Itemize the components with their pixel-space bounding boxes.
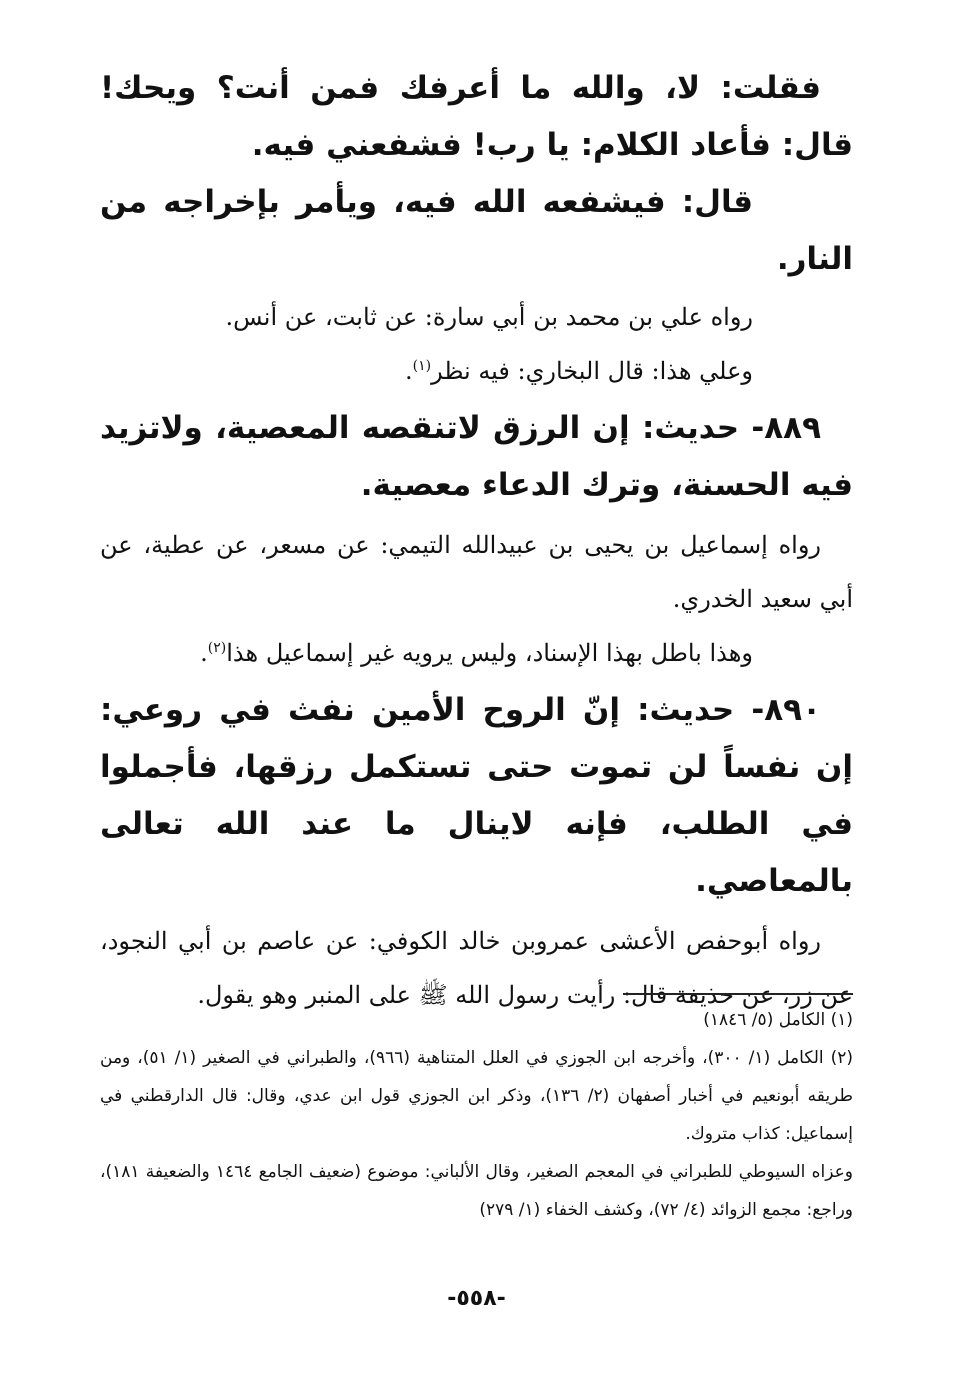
footnote-divider (623, 993, 853, 995)
paragraph-intercession: قال: فيشفعه الله فيه، ويأمر بإخراجه من النار. (100, 184, 853, 277)
paragraph-bukhari-note (100, 344, 853, 398)
footnote-ref-1[interactable]: (١) (412, 358, 432, 374)
footnote-1: (١) الكامل (٥/ ١٨٤٦) (703, 1010, 853, 1030)
hadith-890: ٨٩٠- حديث: إنّ الروح الأمين نفث في روعي: إن نفساً لن تموت حتى تستكمل رزقها، فأجملوا في الطلب، فإنه لاينال ما عند الله تعالى بالمعاصي. (100, 692, 853, 899)
paragraph-isnad-note (100, 626, 853, 680)
footnote-ref-2[interactable]: (٢) (207, 640, 227, 656)
isnad-note-text: وهذا باطل بهذا الإسناد، وليس يرويه غير إسماعيل هذا (226, 639, 753, 667)
isnad-note-end: . (200, 639, 208, 667)
paragraph-dialogue: فقلت: لا، والله ما أعرفك فمن أنت؟ ويحك! قال: فأعاد الكلام: يا رب! فشفعني فيه. (100, 70, 853, 163)
paragraph-narration-1: رواه علي بن محمد بن أبي سارة: عن ثابت، عن أنس. (225, 303, 753, 331)
footnote-2: (٢) الكامل (١/ ٣٠٠)، وأخرجه ابن الجوزي في العلل المتناهية (٩٦٦)، والطبراني في الصغير (١/ ٥١)، ومن طريقه أبونعيم في أخبار أصفهان (٢/ ١٣٦)، وذكر ابن الجوزي قول ابن عدي، وقال: قال الدارقطني في إسماعيل: كذاب متروك. (100, 1048, 854, 1144)
paragraph-narration-3: رواه أبوحفص الأعشى عمروبن خالد الكوفي: عن عاصم بن أبي النجود، عن زر، عن حذيفة قال: رأيت رسول الله ﷺ على المنبر وهو يقول. (100, 927, 853, 1009)
bukhari-note-text: وعلي هذا: قال البخاري: فيه نظر (431, 357, 753, 385)
hadith-889: ٨٨٩- حديث: إن الرزق لاتنقصه المعصية، ولاتزيد فيه الحسنة، وترك الدعاء معصية. (100, 410, 853, 503)
footnote-2-continued: وعزاه السيوطي للطبراني في المعجم الصغير، وقال الألباني: موضوع (ضعيف الجامع ١٤٦٤ والضعيفة ١٨١)، وراجع: مجمع الزوائد (٤/ ٧٢)، وكشف الخفاء (١/ ٢٧٩) (100, 1162, 853, 1220)
bukhari-note-end: . (404, 357, 413, 385)
paragraph-narration-2: رواه إسماعيل بن يحيى بن عبيدالله التيمي: عن مسعر، عن عطية، عن أبي سعيد الخدري. (100, 531, 853, 613)
main-text (100, 60, 853, 1022)
page-number: -٥٥٨- (447, 1286, 506, 1311)
footnotes (100, 993, 853, 1229)
